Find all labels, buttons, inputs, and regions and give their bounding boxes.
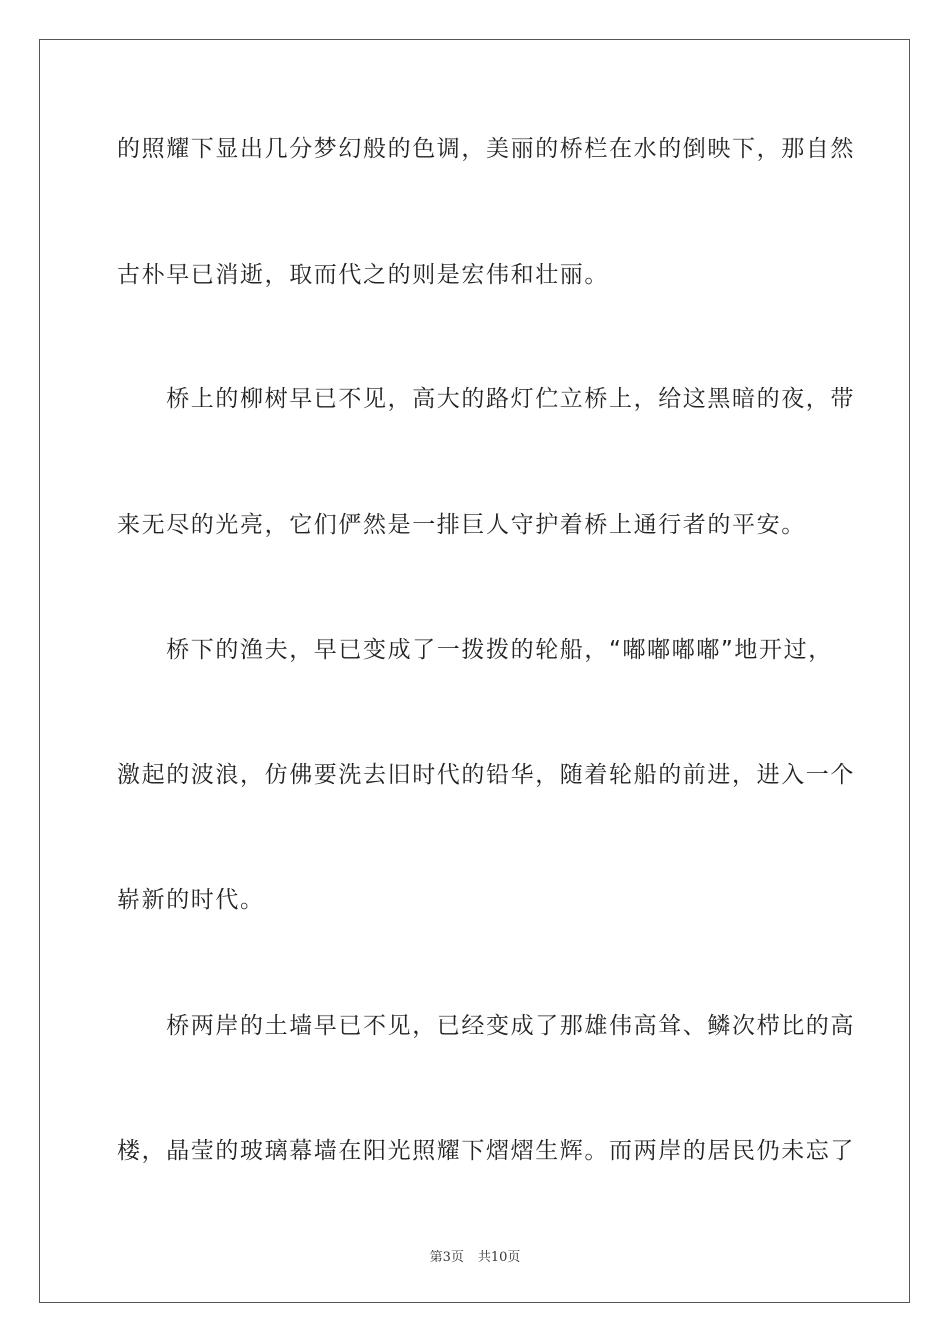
page-border (39, 39, 910, 1303)
text-line: 崭新的时代。 (117, 887, 265, 913)
text-line: 桥两岸的土墙早已不见，已经变成了那雄伟高耸、鳞次栉比的高 (117, 1013, 855, 1039)
page-footer (0, 1246, 950, 1265)
page-number: 第3页 (429, 1250, 464, 1265)
text-line: 桥上的柳树早已不见，高大的路灯伫立桥上，给这黑暗的夜，带 (117, 386, 855, 412)
page-total: 共10页 (477, 1250, 521, 1265)
text-line: 古朴早已消逝，取而代之的则是宏伟和壮丽。 (117, 262, 609, 288)
text-line: 激起的波浪，仿佛要洗去旧时代的铅华，随着轮船的前进，进入一个 (117, 762, 855, 788)
text-line: 的照耀下显出几分梦幻般的色调，美丽的桥栏在水的倒映下，那自然 (117, 136, 855, 162)
text-line: 来无尽的光亮，它们俨然是一排巨人守护着桥上通行者的平安。 (117, 512, 806, 538)
text-line: 桥下的渔夫，早已变成了一拨拨的轮船，“嘟嘟嘟嘟”地开过， (117, 637, 833, 663)
text-line: 楼，晶莹的玻璃幕墙在阳光照耀下熠熠生辉。而两岸的居民仍未忘了 (117, 1138, 855, 1164)
